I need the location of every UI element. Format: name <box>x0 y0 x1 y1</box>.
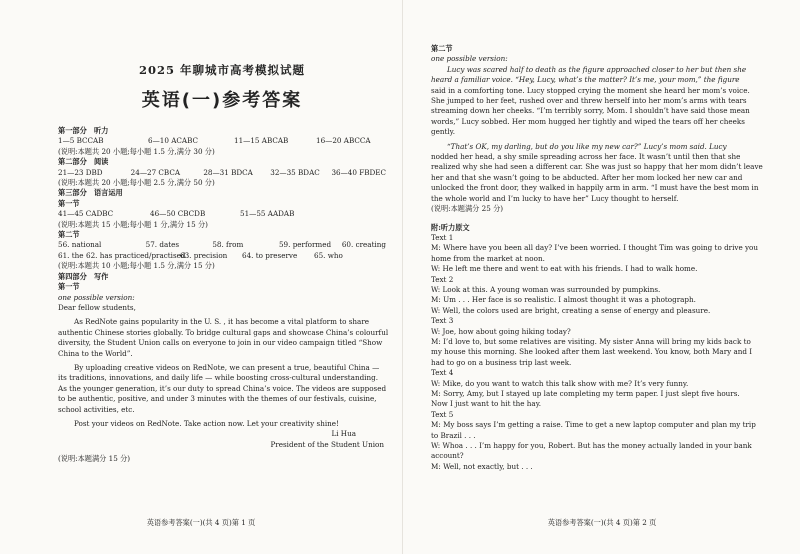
part3-heading: 第三部分 语言运用 <box>58 188 123 198</box>
answer-group: 11—15 ABCAB <box>234 136 289 146</box>
story-line: her and that she wasn’t going to be abducted. After her mom locked her new car and <box>431 172 743 182</box>
part3-section1-note: (说明:本题共 15 小题;每小题 1 分,满分 15 分) <box>58 219 208 229</box>
story-line: streaming down her cheeks. “I’m terribly sorry, Mom. I shouldn’t have said those mean <box>431 106 750 116</box>
transcript-line: M: Where have you been all day? I’ve been worried. I thought Tim was going to drive you <box>431 243 759 253</box>
letter-line: China to the World”. <box>58 348 133 358</box>
answer-group: 21—23 DBD <box>58 167 103 177</box>
letter-line: to be authentic, positive, and under 3 minutes with the themes of our festivals, cuisine, <box>58 394 377 404</box>
answer-group: 36—40 FBDEC <box>331 167 386 177</box>
story-line: She jumped to her feet, rushed over and threw herself into her mom’s arms with tears <box>431 96 747 106</box>
part2-answers <box>58 168 386 178</box>
transcript-line: M: Sorry, Amy, but I stayed up late completing my term paper. I just slept five hours. <box>431 389 740 398</box>
letter-line: Post your videos on RedNote. Take action now. Let your creativity shine! <box>74 418 339 428</box>
answer-group: 32—35 BDAC <box>270 167 320 177</box>
possible-version-label: one possible version: <box>431 54 508 64</box>
part2-note: (说明:本题共 20 小题;每小题 2.5 分,满分 50 分) <box>58 178 215 188</box>
transcript-line: Now I just want to hit the hay. <box>431 399 542 409</box>
letter-line: its traditions, innovations, and daily life — while boosting cross-cultural understanding. <box>58 373 378 383</box>
answer-key-title: 英语(一)参考答案 <box>141 90 303 111</box>
part3-section2-note: (说明:本题共 10 小题;每小题 1.5 分,满分 15 分) <box>58 261 215 271</box>
letter-line: As RedNote gains popularity in the U. S. , it has become a vital platform to share <box>74 317 370 327</box>
exam-title: 2025 年聊城市高考模拟试题 <box>138 63 305 77</box>
transcript-line: M: Well, not exactly, but . . . <box>431 461 533 471</box>
transcript-line: had to go on a business trip last week. <box>431 357 572 367</box>
part3-section1-answers <box>58 209 386 219</box>
part3-section1-heading: 第一节 <box>58 198 80 208</box>
story-line: words,” Lucy sobbed. Her mom hugged her tightly and wiped the tears off her cheeks <box>431 116 745 126</box>
part1-heading: 第一部分 听力 <box>58 126 109 135</box>
transcript-line: W: Whoa . . . I’m happy for you, Robert. But has the money actually landed in your bank <box>431 441 752 451</box>
letter-greeting: Dear fellow students, <box>58 302 136 312</box>
appendix-heading: 附:听力原文 <box>431 222 470 232</box>
answer-group: 41—45 CADBC <box>58 209 114 219</box>
answer-item: 57. dates <box>145 240 180 250</box>
part2-heading: 第二部分 阅读 <box>58 157 109 167</box>
story-line: Lucy was scared half to death as the figure approached closer to her but then she <box>447 64 747 74</box>
transcript-line: W: He left me there and went to eat with his friends. I had to walk home. <box>431 264 698 274</box>
story-note: (说明:本题满分 25 分) <box>431 204 504 214</box>
transcript-line: W: Joe, how about going hiking today? <box>431 326 571 336</box>
letter-line: school activities, etc. <box>58 404 135 414</box>
transcript-line: W: Well, the colors used are bright, creating a sense of energy and pleasure. <box>431 305 711 315</box>
answer-group: 24—27 CBCA <box>130 167 181 177</box>
answer-item: 63. precision <box>180 250 228 260</box>
answer-group: 46—50 CBCDB <box>150 209 206 219</box>
transcript-line: W: Mike, do you want to watch this talk show with me? It’s very funny. <box>431 378 689 388</box>
part4-section1-heading: 第一节 <box>58 282 80 292</box>
transcript-line: Text 2 <box>431 274 454 284</box>
part1-answers <box>58 136 386 146</box>
answer-item: 56. national <box>58 240 102 250</box>
transcript-line: M: Um . . . Her face is so realistic. I almost thought it was a photograph. <box>431 295 696 305</box>
letter-line: authentic Chinese stories globally. To bridge cultural gaps and showcase China’s colourful <box>58 327 389 337</box>
answer-item: 61. the <box>58 250 84 260</box>
story-line-text: heard a familiar voice. “Hey, Lucy, what’s the matter? It’s me, your mom,” the figure <box>431 75 740 85</box>
signature-name: Li Hua <box>331 429 356 439</box>
story-line: the whole world and I’m lucky to have her” Lucy thought to herself. <box>431 193 679 203</box>
page-2 <box>402 0 800 554</box>
page-footer: 英语参考答案(一)(共 4 页)第 2 页 <box>547 518 657 527</box>
transcript-line: Text 4 <box>431 368 454 378</box>
transcript-line: Text 3 <box>431 316 454 326</box>
transcript-line: my house this morning. She looked after them last weekend. You know, both Mary and I <box>431 347 753 357</box>
story-line: gently. <box>431 127 456 137</box>
letter-line: As the younger generation, it’s our duty to spread China’s voice. The videos are supposed <box>58 383 387 393</box>
transcript-line: to Brazil . . . <box>431 430 476 440</box>
transcript-line: account? <box>431 451 464 461</box>
part3-section2-heading: 第二节 <box>58 230 80 240</box>
part3-section2-row2 <box>58 251 386 261</box>
story-line: nodded her head, a shy smile spreading across her face. It wasn’t until then that she <box>431 152 741 162</box>
answer-item: 62. has practiced/practised <box>86 250 186 260</box>
page-footer: 英语参考答案(一)(共 4 页)第 1 页 <box>146 518 256 527</box>
transcript-line: home from the market at noon. <box>431 253 545 263</box>
transcript-line: W: Look at this. A young woman was surrounded by pumpkins. <box>431 284 661 294</box>
answer-item: 65. who <box>314 250 343 260</box>
part4-heading: 第四部分 写作 <box>58 271 109 281</box>
possible-version-label: one possible version: <box>58 292 135 302</box>
answer-group: 28—31 BDCA <box>203 167 253 177</box>
answer-group: 1—5 BCCAB <box>58 136 104 146</box>
transcript-line: M: I’d love to, but some relatives are visiting. My sister Anna will bring my kids back to <box>431 336 751 346</box>
story-line: “That’s OK, my darling, but do you like my new car?” Lucy’s mom said. Lucy <box>447 141 727 151</box>
transcript-line: Text 5 <box>431 409 454 419</box>
part3-section2-row1 <box>58 240 386 250</box>
letter-line: By uploading creative videos on RedNote, we can present a true, beautiful China — <box>74 362 380 372</box>
story-line: realized why she had seen a different car. She was just so happy that her mom didn’t leave <box>431 162 763 172</box>
answer-group: 51—55 AADAB <box>240 209 295 219</box>
answer-item: 60. creating <box>341 240 386 250</box>
answer-item: 58. from <box>212 240 244 250</box>
writing-note: (说明:本题满分 15 分) <box>58 454 131 464</box>
transcript-line: Text 1 <box>431 232 454 242</box>
story-line: unlocked the front door, they walked in happily arm in arm. “I must have the best mom in <box>431 183 759 193</box>
letter-line: diversity, the Student Union calls on everyone to join in our video campaign titled “Show <box>58 338 383 348</box>
answer-group: 16—20 ABCCA <box>316 136 371 146</box>
signature-title: President of the Student Union <box>270 439 384 449</box>
story-line: said in a comforting tone. Lucy stopped crying the moment she heard her mom’s voice. <box>431 85 750 95</box>
answer-group: 6—10 ACABC <box>148 136 198 146</box>
part1-note: (说明:本题共 20 小题;每小题 1.5 分,满分 30 分) <box>58 146 215 156</box>
story-line <box>431 75 770 85</box>
section2-heading: 第二节 <box>431 44 453 53</box>
answer-item: 59. performed <box>278 240 332 250</box>
transcript-line: M: My boss says I’m getting a raise. Time to get a new laptop computer and plan my trip <box>431 420 756 430</box>
answer-item: 64. to preserve <box>242 250 298 260</box>
